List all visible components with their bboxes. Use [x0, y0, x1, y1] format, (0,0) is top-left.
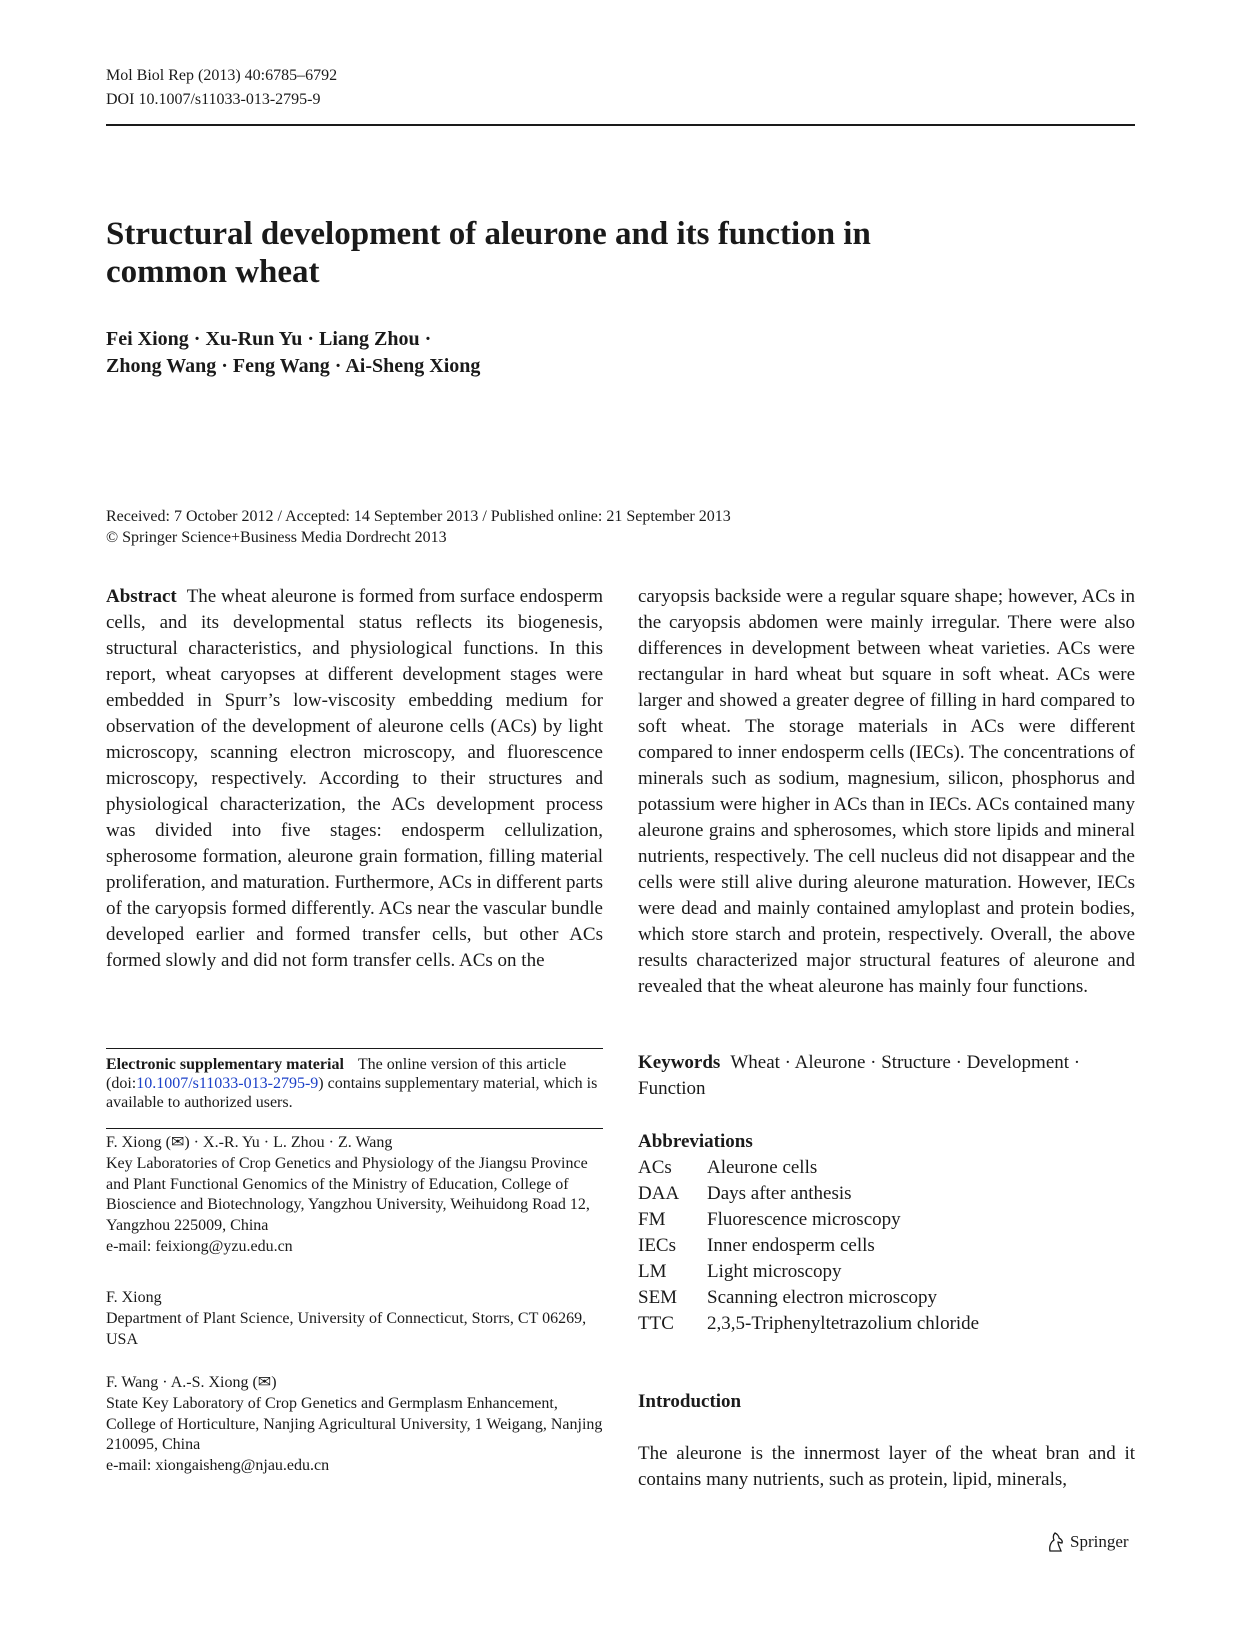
affiliation-names: F. Xiong (✉) · X.-R. Yu · L. Zhou · Z. Wang: [106, 1134, 393, 1151]
abbreviation-term: TTC: [638, 1313, 674, 1334]
affiliation-names: F. Xiong: [106, 1289, 162, 1306]
affiliation-address: State Key Laboratory of Crop Genetics and Germplasm Enhancement, College of Horticulture, Nanjing Agricultural University, 1 Weigang, Nanjing 210095, China: [106, 1394, 603, 1454]
abbreviation-definition: Fluorescence microscopy: [707, 1209, 901, 1230]
springer-horse-icon: [1046, 1531, 1066, 1553]
abbreviation-row: [638, 1233, 979, 1259]
abbreviation-term: LM: [638, 1261, 667, 1282]
author-list: [106, 326, 480, 380]
abbreviation-definition: Light microscopy: [707, 1261, 842, 1282]
esm-divider: [106, 1048, 603, 1049]
affiliation-names: F. Wang · A.-S. Xiong (✉): [106, 1374, 277, 1391]
abbreviation-definition: Inner endosperm cells: [707, 1235, 875, 1256]
keywords-block: [638, 1050, 1135, 1102]
journal-citation: Mol Biol Rep (2013) 40:6785–6792: [106, 67, 338, 84]
abstract-left-column: [106, 584, 603, 974]
publisher-footer: [1046, 1531, 1129, 1553]
abbreviation-definition: Scanning electron microscopy: [707, 1287, 938, 1308]
abbreviation-definition: 2,3,5-Triphenyltetrazolium chloride: [707, 1313, 980, 1334]
affiliation-address: Department of Plant Science, University of Connecticut, Storrs, CT 06269, USA: [106, 1309, 587, 1348]
esm-doi-link[interactable]: 10.1007/s11033-013-2795-9: [136, 1075, 319, 1092]
abbreviation-definition: Aleurone cells: [707, 1157, 818, 1178]
abstract-heading: Abstract: [106, 586, 177, 607]
affiliation-block-1: [106, 1133, 603, 1258]
affiliation-email[interactable]: e-mail: feixiong@yzu.edu.cn: [106, 1237, 293, 1255]
affiliation-email[interactable]: e-mail: xiongaisheng@njau.edu.cn: [106, 1457, 330, 1475]
abbreviation-row: [638, 1181, 979, 1207]
abbreviation-term: DAA: [638, 1183, 680, 1204]
affiliation-block-3: [106, 1373, 603, 1477]
copyright-line: © Springer Science+Business Media Dordrecht 2013: [106, 529, 447, 546]
running-header: [106, 64, 337, 112]
abbreviation-row: [638, 1155, 979, 1181]
paper-title: Structural development of aleurone and its function in common wheat: [106, 216, 871, 290]
introduction-text: The aleurone is the innermost layer of the wheat bran and it contains many nutrients, such as protein, lipid, minerals,: [638, 1443, 1135, 1490]
abbreviation-row: [638, 1285, 979, 1311]
esm-note: [106, 1055, 603, 1112]
abbreviation-definition: Days after anthesis: [707, 1183, 852, 1204]
affiliation-address: Key Laboratories of Crop Genetics and Physiology of the Jiangsu Province and Plant Functional Genomics of the Ministry of Education, College of Bioscience and Biotechnology, Yangzhou University, Weihuidong Road 12, Yangzhou 225009, China: [106, 1154, 590, 1235]
affiliation-block-2: [106, 1288, 603, 1350]
abbreviations-heading: Abbreviations: [638, 1131, 753, 1152]
abstract-right-column: caryopsis backside were a regular square shape; however, ACs in the caryopsis abdomen were mainly irregular. There were also differences in development between wheat varieties. ACs were rectangular in hard wheat but square in soft wheat. ACs were larger and showed a greater degree of filling in hard compared to soft wheat. The storage materials in ACs were different compared to inner endosperm cells (IECs). The concentrations of minerals such as sodium, magnesium, silicon, phosphorus and potassium were higher in ACs than in IECs. ACs contained many aleurone grains and spherosomes, which store lipids and mineral nutrients, respectively. The cell nucleus did not disappear and the cells were still alive during aleurone maturation. However, IECs were dead and mainly contained amyloplast and protein bodies, which store starch and protein, respectively. Overall, the above results characterized major structural features of aleurone and revealed that the wheat aleurone has mainly four functions.: [638, 586, 1135, 997]
publisher-name: Springer: [1070, 1532, 1129, 1551]
abbreviation-term: IECs: [638, 1235, 676, 1256]
author-line-1: Fei Xiong · Xu-Run Yu · Liang Zhou ·: [106, 328, 432, 350]
abbreviations-list: [638, 1155, 979, 1337]
keywords-heading: Keywords: [638, 1052, 721, 1073]
publication-dates: [106, 506, 731, 548]
abbreviation-term: ACs: [638, 1157, 672, 1178]
abbreviation-term: SEM: [638, 1287, 678, 1308]
abbreviation-row: [638, 1259, 979, 1285]
esm-heading: Electronic supplementary material: [106, 1056, 344, 1073]
abbreviation-row: [638, 1311, 979, 1337]
esm-text-b: ) contains supplementary material, which is available to authorized users.: [106, 1075, 598, 1111]
affiliation-divider: [106, 1128, 603, 1129]
keywords-text: Wheat · Aleurone · Structure · Development · Function: [638, 1052, 1081, 1099]
abbreviation-row: [638, 1207, 979, 1233]
abstract-text-left: The wheat aleurone is formed from surface endosperm cells, and its developmental status reflects its biogenesis, structural characteristics, and physiological functions. In this report, wheat caryopses at different development stages were embedded in Spurr’s low-viscosity embedding medium for observation of the development of aleurone cells (ACs) by light microscopy, scanning electron microscopy, and fluorescence microscopy, respectively. According to their structures and physiological characterization, the ACs development process was divided into five stages: endosperm cellulization, spherosome formation, aleurone grain formation, filling material proliferation, and maturation. Furthermore, ACs in different parts of the caryopsis formed differently. ACs near the vascular bundle developed earlier and formed transfer cells, but other ACs formed slowly and did not form transfer cells. ACs on the: [106, 586, 603, 971]
header-divider: [106, 124, 1135, 126]
author-line-2: Zhong Wang · Feng Wang · Ai-Sheng Xiong: [106, 355, 481, 377]
received-accepted-line: Received: 7 October 2012 / Accepted: 14 September 2013 / Published online: 21 September 2013: [106, 508, 731, 525]
doi-line: DOI 10.1007/s11033-013-2795-9: [106, 91, 321, 108]
abbreviation-term: FM: [638, 1209, 666, 1230]
introduction-heading: Introduction: [638, 1391, 742, 1412]
esm-text-a: The online version of this article (doi:: [106, 1056, 567, 1092]
